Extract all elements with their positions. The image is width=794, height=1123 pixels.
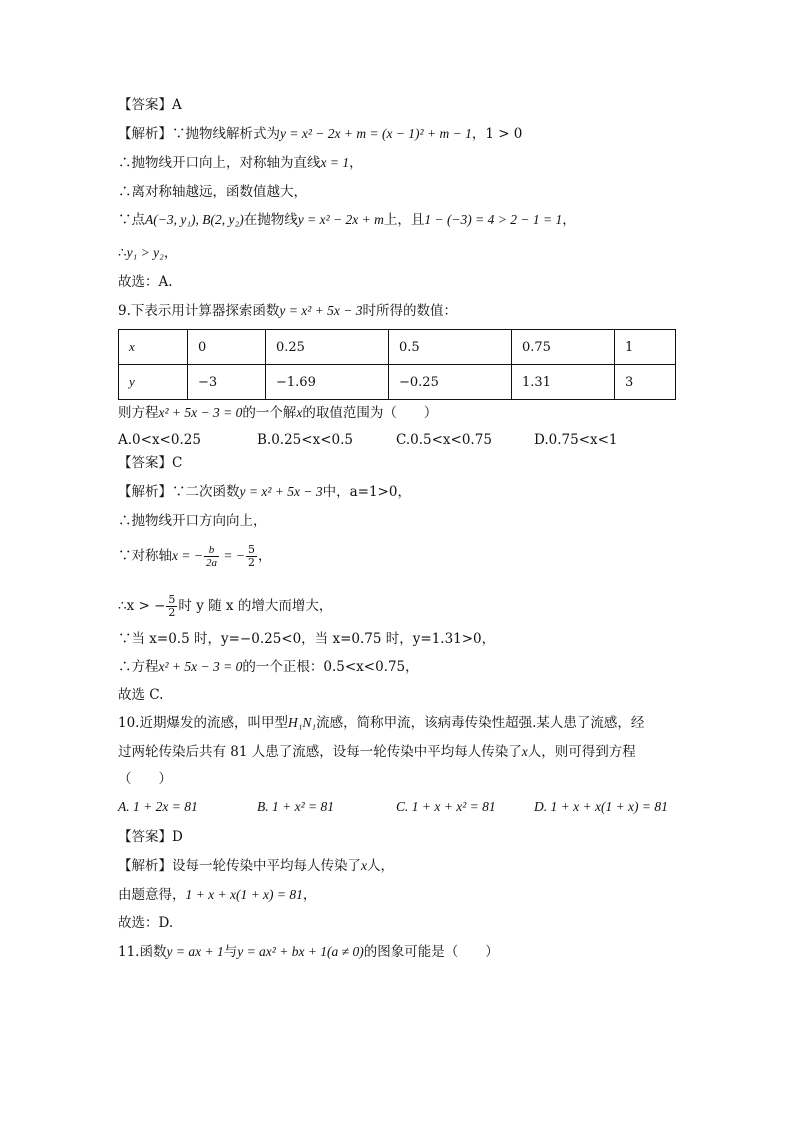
- text: ，: [302, 887, 317, 903]
- option-a[interactable]: A.0<x<0.25: [118, 432, 201, 448]
- text: ∵对称轴: [118, 548, 172, 564]
- virus-name: H₁N₁: [287, 715, 317, 730]
- equation: 1 + x + x(1 + x) = 81: [185, 887, 303, 902]
- answer-label: 【答案】C: [118, 455, 183, 471]
- denominator: 2a: [205, 557, 217, 569]
- text: 人，: [367, 858, 394, 874]
- text: 时所得的数值：: [362, 303, 457, 319]
- q8-analysis-line-1: [118, 125, 522, 143]
- table-cell: −0.25: [389, 365, 512, 400]
- answer-label: 【答案】A: [118, 97, 182, 113]
- text: 的图象可能是（ ）: [363, 944, 499, 960]
- text: 在抛物线: [243, 212, 298, 228]
- text: ，: [257, 548, 272, 564]
- table-cell: 0: [188, 330, 266, 365]
- text: ∴离对称轴越远，函数值越大，: [118, 184, 307, 200]
- q11-stem: [118, 943, 499, 961]
- equation: x² + 5x − 3 = 0: [158, 405, 243, 420]
- text: 11.函数: [118, 944, 167, 960]
- table-cell: −3: [188, 365, 266, 400]
- text: ∴方程: [118, 659, 159, 675]
- option-d[interactable]: D. 1 + x + x(1 + x) = 81: [534, 799, 668, 814]
- text: ，: [163, 245, 178, 261]
- equation: x² + 5x − 3 = 0: [158, 659, 243, 674]
- inequality: y₁ > y₂: [126, 245, 164, 260]
- text: 时 y 随 x 的增大而增大，: [178, 598, 333, 614]
- q10-stem-line-2: [118, 743, 636, 761]
- analysis-label: 【解析】: [118, 126, 172, 142]
- q8-answer: [118, 96, 182, 114]
- text: 设每一轮传染中平均每人传染了: [172, 858, 361, 874]
- text: 故选 C.: [118, 687, 164, 703]
- option-b[interactable]: B. 1 + x² = 81: [257, 799, 335, 814]
- variable: x: [361, 858, 367, 873]
- q9-analysis-line-6: [118, 658, 419, 676]
- text: 由题意得，: [118, 887, 186, 903]
- q10-analysis-line-3: [118, 914, 173, 932]
- text: 的取值范围为（ ）: [302, 405, 438, 421]
- option-c[interactable]: C. 1 + x + x² = 81: [396, 799, 496, 814]
- denominator: 2: [168, 606, 176, 619]
- text: 10.近期爆发的流感，叫甲型: [118, 715, 288, 731]
- text: ∵当 x=0.5 时，y=−0.25<0，当 x=0.75 时，y=1.31>0，: [118, 631, 496, 647]
- table-cell: 3: [615, 365, 676, 400]
- table-cell: x: [119, 330, 188, 365]
- text: 9.下表示用计算器探索函数: [118, 303, 280, 319]
- text: 过两轮传染后共有 81 人患了流感，设每一轮传染中平均每人传染了: [118, 744, 522, 760]
- numerator: 5: [168, 593, 176, 606]
- option-a[interactable]: A. 1 + 2x = 81: [118, 799, 198, 814]
- q9-analysis-line-4: [118, 594, 332, 619]
- table-cell: 1.31: [512, 365, 615, 400]
- points: A(−3, y₁), B(2, y₂): [145, 212, 244, 227]
- denominator: 2: [247, 556, 255, 569]
- q9-analysis-line-5: [118, 630, 495, 648]
- text: 则方程: [118, 405, 159, 421]
- text: ∴抛物线开口向上，对称轴为直线: [118, 155, 321, 171]
- table-cell: −1.69: [266, 365, 389, 400]
- q9-analysis-line-2: [118, 512, 267, 530]
- table-cell: 0.5: [389, 330, 512, 365]
- equation: y = x² + 5x − 3: [239, 484, 323, 499]
- text: ∴x > −: [118, 598, 166, 614]
- text: ，: [562, 212, 576, 228]
- value-table: [118, 329, 676, 400]
- inequality: 1 − (−3) = 4 > 2 − 1 = 1: [424, 212, 563, 227]
- q10-answer: [118, 828, 183, 846]
- equation: y = ax² + bx + 1(a ≠ 0): [237, 944, 364, 959]
- text: ∴: [118, 245, 127, 261]
- option-c[interactable]: C.0.5<x<0.75: [396, 432, 492, 448]
- table-cell: 0.75: [512, 330, 615, 365]
- q9-options: [118, 431, 678, 449]
- text: 故选：A.: [118, 274, 173, 290]
- q8-analysis-line-2: [118, 154, 363, 172]
- text: ，1 > 0: [471, 126, 523, 142]
- q9-analysis-line-1: [118, 483, 411, 501]
- equation: y = ax + 1: [166, 944, 224, 959]
- q10-stem-line-3: [118, 770, 172, 788]
- q9-analysis-line-3: [118, 544, 271, 569]
- analysis-label: 【解析】: [118, 858, 172, 874]
- q8-analysis-line-5: [118, 244, 177, 262]
- q10-analysis-line-1: [118, 857, 394, 875]
- table-row: [119, 330, 676, 365]
- q9-stem: [118, 302, 457, 320]
- fraction: [246, 544, 257, 569]
- text: 上，且: [383, 212, 425, 228]
- q9-answer: [118, 454, 182, 472]
- q10-stem-line-1: [118, 714, 644, 732]
- answer-label: 【答案】D: [118, 829, 183, 845]
- table-cell: 0.25: [266, 330, 389, 365]
- text: 的一个正根：0.5<x<0.75，: [242, 659, 419, 675]
- q9-question: [118, 404, 437, 422]
- fraction: [204, 544, 219, 569]
- text: ∵抛物线解析式为: [172, 126, 280, 142]
- fraction: [166, 594, 177, 619]
- text: ∵二次函数: [172, 484, 240, 500]
- option-d[interactable]: D.0.75<x<1: [534, 432, 618, 448]
- text: （ ）: [118, 771, 172, 787]
- option-b[interactable]: B.0.25<x<0.5: [257, 432, 353, 448]
- text: ∵点: [118, 212, 145, 228]
- text: ，: [349, 155, 363, 171]
- variable: x: [296, 405, 303, 420]
- text: 人，则可得到方程: [527, 744, 636, 760]
- equation: y = x² − 2x + m: [297, 212, 384, 227]
- table-cell: y: [119, 365, 188, 400]
- analysis-label: 【解析】: [118, 484, 172, 500]
- equation: y = x² + 5x − 3: [279, 303, 363, 318]
- q8-analysis-line-3: [118, 183, 307, 201]
- equation: x = 1: [320, 155, 350, 170]
- q10-analysis-line-2: [118, 886, 316, 904]
- text: 流感，简称甲流，该病毒传染性超强.某人患了流感，经: [316, 715, 645, 731]
- q9-analysis-line-7: [118, 686, 163, 704]
- numerator: b: [204, 544, 219, 557]
- equation: = −: [219, 548, 245, 563]
- text: 中，a=1>0，: [322, 484, 411, 500]
- text: 故选：D.: [118, 915, 174, 931]
- variable: x: [521, 744, 528, 759]
- table-cell: 1: [615, 330, 676, 365]
- numerator: 5: [247, 543, 255, 556]
- q8-analysis-line-6: [118, 273, 173, 291]
- q10-options: [118, 798, 678, 816]
- q8-analysis-line-4: [118, 211, 576, 229]
- text: 的一个解: [242, 405, 297, 421]
- equation: y = x² − 2x + m = (x − 1)² + m − 1: [280, 126, 472, 141]
- text: ∴抛物线开口方向向上，: [118, 513, 267, 529]
- text: 与: [223, 944, 238, 960]
- equation: x = −: [172, 548, 203, 563]
- table-row: [119, 365, 676, 400]
